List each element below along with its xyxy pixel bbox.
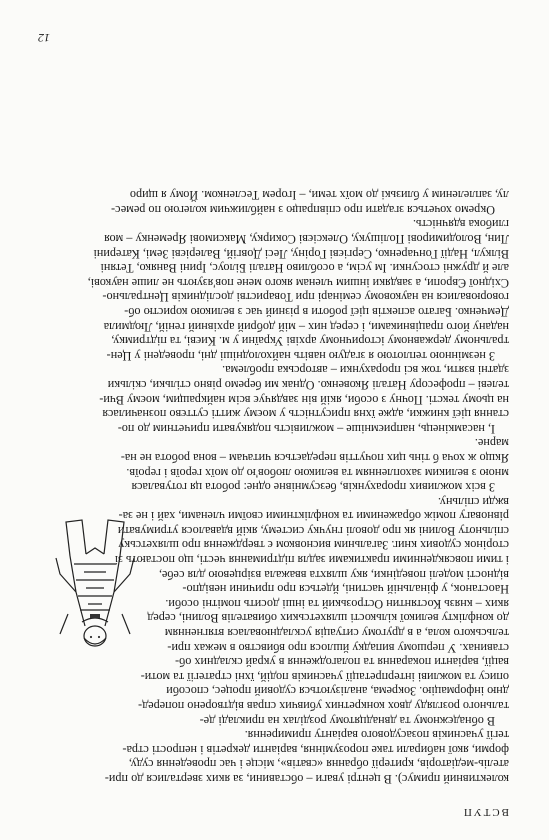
text-line: на цьому тексті. Почну з особи, якій він завдячує всім найкращим, моєму Вчи- bbox=[99, 392, 509, 407]
text-line: опису та можливі інтерпретації учасників подій, їхні стратегії та моти- bbox=[140, 669, 509, 684]
text-line: ателіь-медіаторів, критерії обрання «сватів», місце і час проведення суду, bbox=[128, 757, 509, 772]
text-line: вації, варіанти покарання та полагодження в украй складних об- bbox=[175, 655, 509, 670]
text-line: рівновагу поміж ображеними та конфліктними своїми членами, хай і не за- bbox=[118, 509, 509, 524]
text-line: до конфлікту великої кількості шляхетських обивателів Волині, серед bbox=[147, 611, 509, 626]
text-line: І, насамкінець, наприємніше – можливість подякувати причетним до по- bbox=[117, 421, 495, 436]
text-line: Окремо хочеться згадати про співпрацю з найближчим колегою по ремес- bbox=[111, 202, 495, 217]
text-line: тельського кола, а в другому ситуація ускладнювалася втягненням bbox=[164, 626, 509, 641]
paragraph bbox=[36, 188, 509, 217]
text-line: спільноту Волині як про доволі гнучку систему, якій вдавалося утримувати bbox=[117, 523, 509, 538]
text-line: і тими повсякденними практиками задля підтримання честі, що постають зі bbox=[114, 553, 509, 568]
text-line: Якщо ж хоча б тінь цих почуттів передається читачам – вона робота не на- bbox=[120, 450, 509, 465]
text-line: сторінок судових книг. Загальним висновком є твердження про шляхетську bbox=[118, 538, 509, 553]
text-line: Демченко. Багато аспектів цієї роботи в різний час з великою користю об- bbox=[124, 305, 509, 319]
text-line: В обнадєжному та двнадцятому розділах на прикладі де- bbox=[199, 713, 495, 728]
text-line: тегії учасників позасудового варіанту примирення. bbox=[244, 728, 509, 743]
text-line: ставинах. У першому випадку йшлося про вбивство в межах при- bbox=[167, 640, 509, 655]
text-line: колективний примус). В центрі уваги – обставини, за яких зверталися до при- bbox=[104, 772, 509, 786]
text-line: лу, заплеленим у близькі до моїх теми, – Ігорем Тесленком. Йому я щиро bbox=[129, 188, 509, 203]
text-line: Вілкул, Надії Гончаренко, Сергієві Горіну, Лесі Довгій, Валерієві Земі, Катерині bbox=[93, 246, 509, 261]
text-line: З незмінною теплотою я згадую навіть найхолодніші дні, проведені у Цен- bbox=[106, 348, 495, 363]
text-line: надану його працівниками, і серед них – мій добрий архівний геній, Людмила bbox=[103, 319, 509, 334]
text-line: стання цієї книжки, адже їхня присутність у моєму житті суттєво позначилася bbox=[102, 407, 509, 422]
text-line: вжди спільну. bbox=[438, 494, 509, 509]
text-line: відності моделі поведінки, яку шляхта вважала взірцевою для себе, bbox=[158, 567, 509, 582]
text-line: форми, якої набирали таке порозуміння, варіанти декретів і непрості стра- bbox=[122, 742, 509, 757]
page-number: 12 bbox=[38, 31, 50, 45]
text-line: тральному державному історичному архіві України у м. Києві, та підтримку, bbox=[111, 334, 509, 349]
text-line: телеві – професору Наталі Яковенко. Однак ми беремо рівно стільки, скільки bbox=[107, 377, 509, 392]
text-line: Східної Європи, а завдяки іншим членам якого мене пов'язують не лише наукові, bbox=[87, 275, 509, 290]
text-line: марне. bbox=[474, 436, 509, 451]
running-header: ВСТУП bbox=[461, 806, 509, 818]
text-line: здатні взяти, тож всі прорахунки – авторська проблема. bbox=[222, 363, 509, 378]
paragraph bbox=[36, 728, 509, 786]
paragraph bbox=[36, 217, 509, 363]
text-line: тального розгляду двох конкретних убивчих справ відтворено поперед- bbox=[138, 699, 509, 714]
text-line: але й дружні стосунки. Ім усім, а особливо Наталі Білоус, Ірині Ваняко, Тетяні bbox=[100, 261, 509, 276]
text-line: З всіх можливих прорахунків, безсумнівне одне: робота ця готувалася bbox=[131, 480, 495, 495]
paragraph bbox=[36, 494, 509, 728]
text-line: мною з великим захопленням та великою любов'ю до моїх героїв і героїв. bbox=[126, 465, 509, 480]
text-line: говорювалися на науковому семінарі при Товаристві дослідників Центрально- bbox=[102, 290, 509, 305]
paragraph bbox=[36, 436, 509, 494]
text-line: дню інформацію. Зокрема, аналізуються судовий процес, способи bbox=[166, 684, 509, 699]
text-line: Лин, Володимирові Полішуку, Олексієві Сокирку, Максимові Яременку – моя bbox=[104, 232, 509, 247]
text-line: глибока вдячність. bbox=[412, 217, 509, 232]
text-line: Наостанок, у фінальній частині, йдеться про причини невідпо- bbox=[182, 582, 509, 597]
text-line: яких – князь Костянтин Острозький та інші досить помітні особи. bbox=[165, 596, 509, 611]
paragraph bbox=[36, 363, 509, 436]
body-text bbox=[36, 188, 509, 786]
